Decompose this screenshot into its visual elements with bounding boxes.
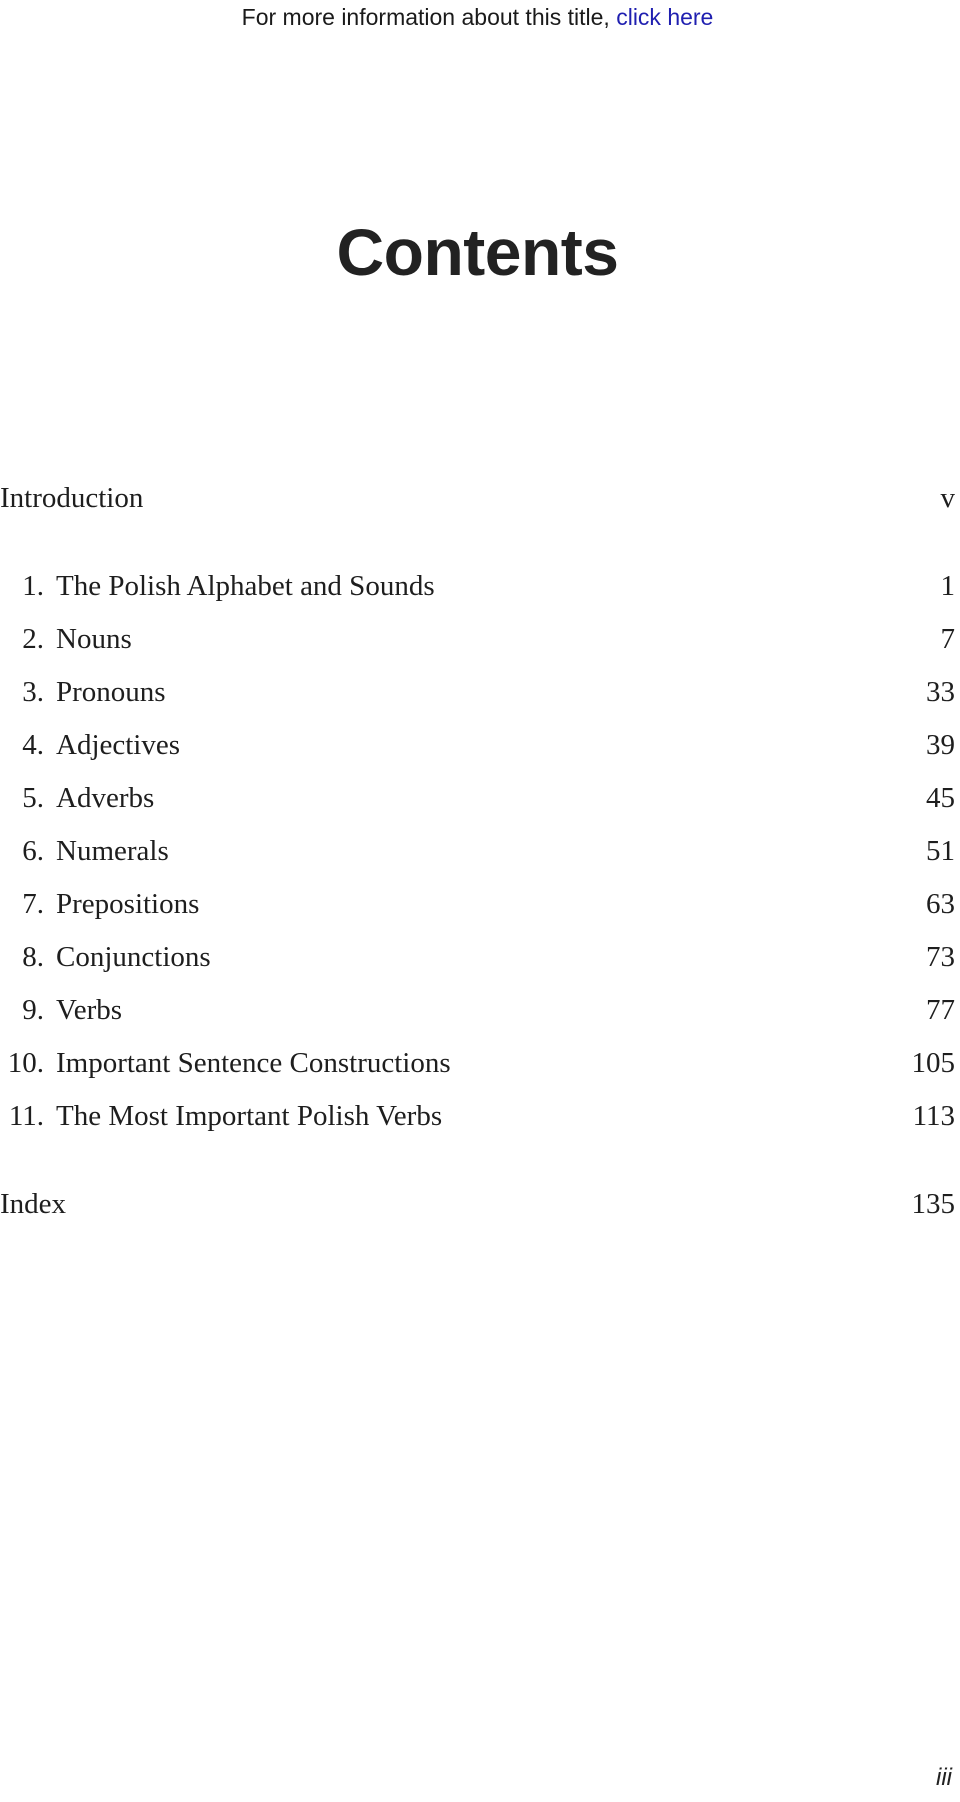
toc-entry-label: The Polish Alphabet and Sounds (56, 570, 435, 602)
toc-entry-page: 51 (926, 835, 955, 867)
info-bar (0, 2, 955, 32)
toc-entry-label: Adverbs (56, 782, 155, 814)
toc-entry-page: 105 (911, 1047, 955, 1079)
toc-entry-chapter-3[interactable] (0, 666, 955, 719)
toc-entry-page: 77 (926, 994, 955, 1026)
toc-entry-number: 11. (8, 1100, 44, 1132)
toc-entry-label: Nouns (56, 623, 132, 655)
page-title: Contents (336, 215, 619, 289)
toc-entry-page: 113 (912, 1100, 955, 1132)
toc-entry-chapter-9[interactable] (0, 984, 955, 1037)
toc-entry-number: 1. (22, 570, 44, 602)
toc-entry-page: 1 (940, 570, 955, 602)
click-here-link[interactable]: click here (616, 4, 714, 30)
toc-entry-page: 33 (926, 676, 955, 708)
toc-entry-label: Prepositions (56, 888, 200, 920)
toc-entry-chapter-6[interactable] (0, 825, 955, 878)
toc-entry-label: The Most Important Polish Verbs (56, 1100, 443, 1132)
toc-entry-label: Introduction (0, 482, 144, 514)
toc-entry-page: 135 (911, 1188, 955, 1220)
toc-entry-label: Verbs (56, 994, 123, 1026)
toc-entry-chapter-5[interactable] (0, 772, 955, 825)
toc-entry-page: 73 (926, 941, 955, 973)
toc-entry-label: Numerals (56, 835, 169, 867)
toc-entry-number: 6. (22, 835, 44, 867)
toc-entry-label: Pronouns (56, 676, 166, 708)
table-of-contents (0, 472, 955, 1231)
toc-entry-chapter-8[interactable] (0, 931, 955, 984)
toc-entry-number: 7. (22, 888, 44, 920)
toc-entry-label: Important Sentence Constructions (56, 1047, 451, 1079)
toc-entry-number: 8. (22, 941, 44, 973)
page-number: iii (936, 1764, 952, 1791)
toc-entry-chapter-10[interactable] (0, 1037, 955, 1090)
toc-entry-number: 4. (22, 729, 44, 761)
toc-entry-page: 45 (926, 782, 955, 814)
toc-entry-introduction[interactable] (0, 472, 955, 525)
toc-entry-chapter-4[interactable] (0, 719, 955, 772)
toc-entry-number: 5. (22, 782, 44, 814)
toc-entry-page: v (940, 482, 955, 514)
toc-entry-label: Conjunctions (56, 941, 211, 973)
toc-entry-page: 7 (940, 623, 955, 655)
toc-entry-label: Index (0, 1188, 67, 1220)
toc-entry-number: 2. (22, 623, 44, 655)
toc-entry-label: Adjectives (56, 729, 181, 761)
toc-entry-index[interactable] (0, 1178, 955, 1231)
info-text: For more information about this title, (241, 4, 610, 30)
toc-entry-number: 3. (22, 676, 44, 708)
toc-entry-number: 10. (7, 1047, 44, 1079)
toc-entry-chapter-11[interactable] (0, 1090, 955, 1143)
toc-entry-chapter-1[interactable] (0, 560, 955, 613)
toc-entry-page: 63 (926, 888, 955, 920)
toc-entry-chapter-2[interactable] (0, 613, 955, 666)
toc-entry-number: 9. (22, 994, 44, 1026)
toc-entry-chapter-7[interactable] (0, 878, 955, 931)
toc-entry-page: 39 (926, 729, 955, 761)
